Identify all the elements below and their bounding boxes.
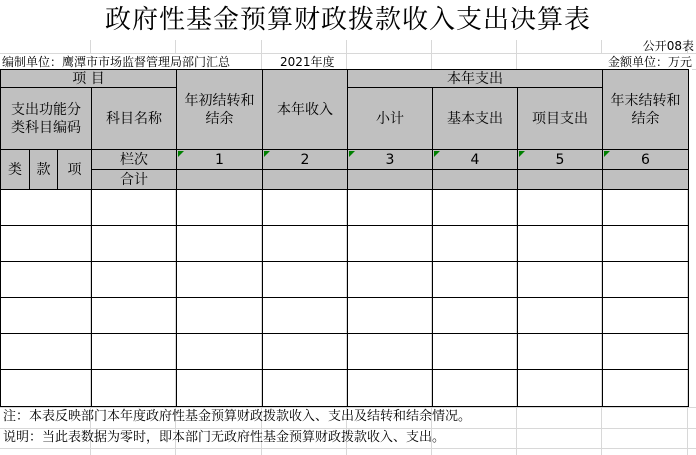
total-cell[interactable]	[517, 169, 602, 189]
column-number: 2	[262, 149, 347, 169]
report-title: 政府性基金预算财政拨款收入支出决算表	[0, 0, 696, 40]
header-begin-balance: 年初结转和结余	[176, 69, 262, 149]
amount-unit: 金额单位：万元	[580, 54, 692, 70]
footnote-note: 注：本表反映部门本年度政府性基金预算财政拨款收入、支出及结转和结余情况。	[3, 409, 472, 424]
header-function-code: 支出功能分类科目编码	[0, 87, 91, 149]
header-column-number-label: 栏次	[91, 149, 176, 169]
header-end-balance: 年末结转和结余	[602, 69, 688, 149]
header-lei: 类	[0, 149, 29, 189]
header-project-expense: 项目支出	[517, 87, 602, 149]
total-cell[interactable]	[602, 169, 688, 189]
header-xiang: 项	[57, 149, 91, 189]
footnote-explanation: 说明：当此表数据为零时，即本部门无政府性基金预算财政拨款收入、支出。	[3, 430, 446, 445]
header-current-income: 本年收入	[262, 69, 347, 149]
fiscal-year: 2021年度	[280, 55, 335, 69]
column-number: 4	[432, 149, 517, 169]
header-subject-name: 科目名称	[91, 87, 176, 149]
header-basic-expense: 基本支出	[432, 87, 517, 149]
form-code: 公开08表	[642, 39, 694, 53]
data-rows-grid[interactable]	[0, 189, 696, 407]
column-number: 5	[517, 149, 602, 169]
total-cell[interactable]	[262, 169, 347, 189]
total-cell[interactable]	[347, 169, 432, 189]
header-kuan: 款	[29, 149, 57, 189]
header-current-expense: 本年支出	[347, 69, 602, 87]
total-row-label: 合计	[91, 169, 176, 189]
total-cell[interactable]	[432, 169, 517, 189]
column-number: 1	[176, 149, 262, 169]
header-items: 项 目	[0, 69, 176, 87]
column-number: 3	[347, 149, 432, 169]
column-number: 6	[602, 149, 688, 169]
compiling-unit: 编制单位：鹰潭市市场监督管理局部门汇总	[2, 55, 231, 69]
header-subtotal: 小计	[347, 87, 432, 149]
total-cell[interactable]	[176, 169, 262, 189]
